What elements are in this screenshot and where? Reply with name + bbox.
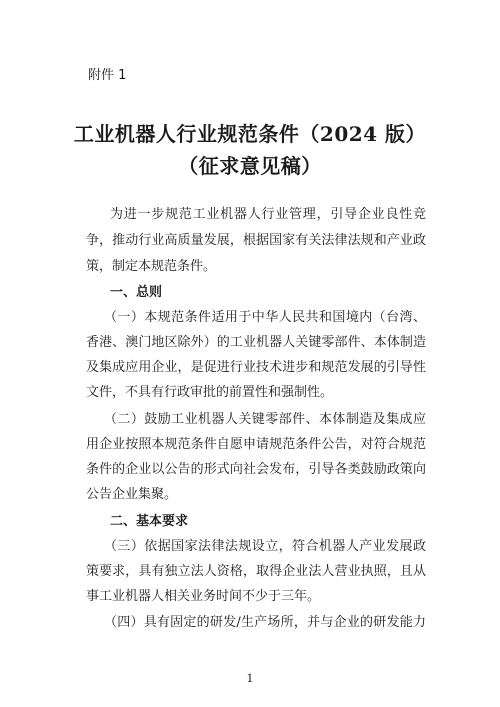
paragraph-line: 条件的企业以公告的形式向社会发布，引导各类鼓励政策向: [86, 462, 426, 477]
paragraph-line: 策，制定本规范条件。: [86, 259, 217, 274]
paragraph-line: （三）依据国家法律法规设立，符合机器人产业发展政: [104, 539, 426, 554]
paragraph-line: 及集成应用企业，是促进行业技术进步和规范发展的引导性: [86, 360, 426, 375]
paragraph-line: 公告企业集聚。: [86, 487, 178, 502]
page-number: 1: [246, 672, 254, 685]
paragraph-line: （一）本规范条件适用于中华人民共和国境内（台湾、: [104, 310, 426, 325]
attachment-label: 附件 1: [88, 68, 127, 83]
paragraph-line: 香港、澳门地区除外）的工业机器人关键零部件、本体制造: [86, 335, 426, 350]
paragraph-line: 事工业机器人相关业务时间不少于三年。: [86, 589, 321, 604]
section-heading-general: 一、总则: [110, 285, 163, 300]
section-heading-basic: 二、基本要求: [110, 514, 189, 529]
paragraph-line: 文件，不具有行政审批的前置性和强制性。: [86, 385, 334, 400]
paragraph-line: 策要求，具有独立法人资格，取得企业法人营业执照，且从: [86, 564, 426, 579]
paragraph-line: （四）具有固定的研发/生产场所，并与企业的研发能力: [104, 615, 426, 630]
paragraph-line: 为进一步规范工业机器人行业管理，引导企业良性竞: [110, 207, 426, 222]
document-subtitle: （征求意见稿）: [178, 154, 322, 178]
paragraph-line: 争，推动行业高质量发展，根据国家有关法律法规和产业政: [86, 233, 426, 248]
paragraph-line: 用企业按照本规范条件自愿申请规范条件公告，对符合规范: [86, 437, 426, 452]
document-title: 工业机器人行业规范条件（2024 版）: [73, 122, 427, 146]
paragraph-line: （二）鼓励工业机器人关键零部件、本体制造及集成应: [104, 412, 426, 427]
